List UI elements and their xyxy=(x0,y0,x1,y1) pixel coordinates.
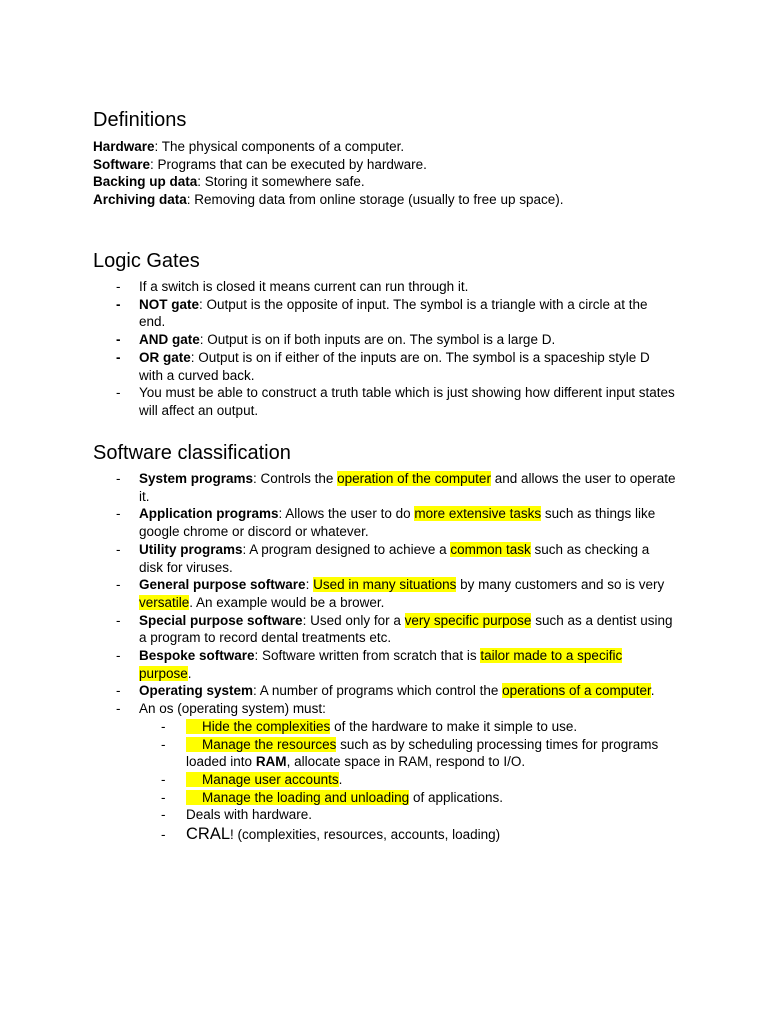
list-item: - Manage user accounts. xyxy=(161,771,343,787)
list-item-os-must: - An os (operating system) must: - Hide the complexities of the hardware to make it simple to use. - Manage the resources such as by scheduling processing times for programs loaded into RAM, allocate space in RAM, respond to I/O. - Manage user accounts. - Manage the loading and unloading of applications. - Deals with hardware. - CRAL! (complexities, resources, accounts, loading) xyxy=(0,700,677,844)
definitions-list xyxy=(93,138,563,209)
definition-hardware: Hardware: The physical components of a computer. xyxy=(93,139,405,154)
list-item-general-purpose: - General purpose software: Used in many situations by many customers and so is very versatile. An example would be a brower. xyxy=(116,577,665,610)
list-item: - AND gate: Output is on if both inputs are on. The symbol is a large D. xyxy=(116,332,556,348)
list-item-special-purpose: - Special purpose software: Used only for a very specific purpose such as a dentist using a program to record dental treatments etc. xyxy=(116,612,673,646)
highlight: versatile xyxy=(139,594,190,610)
list-item: - CRAL! (complexities, resources, accounts, loading) xyxy=(161,825,501,844)
list-item-bespoke: - Bespoke software: Software written from scratch that is tailor made to a specific purpose. xyxy=(116,648,623,681)
highlight: tailor made to a specific purpose xyxy=(139,648,623,681)
list-item-system-programs: - System programs: Controls the operation of the computer and allows the user to operate it. xyxy=(116,471,676,504)
highlight: common task xyxy=(450,541,531,557)
software-classification-list xyxy=(0,470,768,844)
highlight: operations of a computer xyxy=(502,683,651,699)
list-item: - Manage the loading and unloading of applications. xyxy=(161,789,503,805)
highlight: operation of the computer xyxy=(337,471,491,486)
definition-software: Software: Programs that can be executed by hardware. xyxy=(93,156,427,172)
highlight xyxy=(186,719,202,734)
os-requirements-list xyxy=(139,718,677,844)
list-item: - Hide the complexities of the hardware to make it simple to use. xyxy=(161,718,578,734)
definition-archiving: Archiving data: Removing data from online storage (usually to free up space). xyxy=(93,192,564,208)
definition-backing-up: Backing up data: Storing it somewhere safe. xyxy=(93,174,365,190)
list-item: - NOT gate: Output is the opposite of input. The symbol is a triangle with a circle at the end. xyxy=(116,296,648,330)
list-item: - If a switch is closed it means current can run through it. xyxy=(116,279,469,294)
highlight: Hide the complexities xyxy=(202,718,331,734)
highlight xyxy=(186,772,202,787)
list-item: - Manage the resources such as by scheduling processing times for programs loaded into RAM, allocate space in RAM, respond to I/O. xyxy=(161,736,659,770)
definitions-heading: Definitions xyxy=(93,109,187,131)
list-item: - Deals with hardware. xyxy=(161,807,313,823)
software-classification-heading: Software classification xyxy=(93,442,291,464)
logic-gates-heading: Logic Gates xyxy=(93,250,200,272)
highlight: Used in many situations xyxy=(313,577,457,593)
highlight: very specific purpose xyxy=(404,612,532,628)
highlight: Manage the resources xyxy=(202,736,337,752)
list-item: - You must be able to construct a truth table which is just showing how different input states will affect an output. xyxy=(116,385,675,418)
highlight: Manage the loading and unloading xyxy=(202,789,410,805)
logic-gates-list xyxy=(0,278,768,420)
highlight xyxy=(186,737,202,752)
list-item-application-programs: - Application programs: Allows the user to do more extensive tasks such as things like google chrome or discord or whatever. xyxy=(116,506,656,540)
highlight xyxy=(186,790,202,805)
list-item: - OR gate: Output is on if either of the inputs are on. The symbol is a spaceship style D with a curved back. xyxy=(116,349,650,383)
highlight: Manage user accounts xyxy=(202,771,339,787)
list-item-operating-system: - Operating system: A number of programs which control the operations of a computer. xyxy=(116,683,655,699)
highlight: more extensive tasks xyxy=(414,506,542,522)
list-item-utility-programs: - Utility programs: A program designed to achieve a common task such as checking a disk for viruses. xyxy=(116,541,650,575)
